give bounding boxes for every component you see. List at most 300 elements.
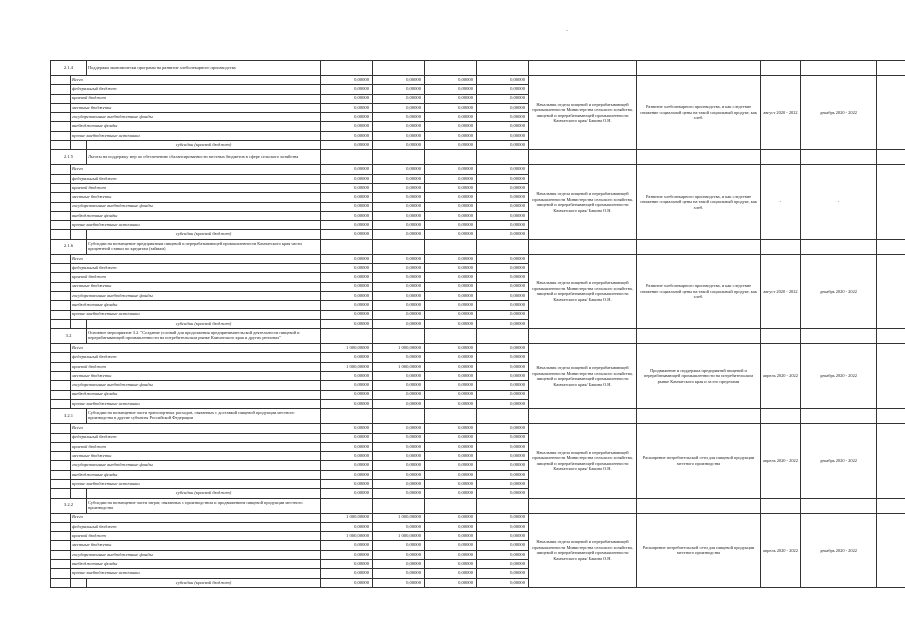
cell <box>51 522 71 531</box>
cell <box>477 409 529 424</box>
result-cell: Развитие хлебопекарного производства, и как следствие снижение социальной цены на такой социальный продукт, как хлеб. <box>637 76 761 150</box>
cell <box>51 489 71 498</box>
amount-cell: 0,00000 <box>477 301 529 310</box>
amount-cell: 0,00000 <box>425 273 477 282</box>
row-label: внебюджетные фонды <box>71 390 321 399</box>
amount-cell: 0,00000 <box>425 569 477 578</box>
cell <box>529 409 637 424</box>
amount-cell: 0,00000 <box>425 479 477 488</box>
row-label: прочие внебюджетные источники <box>71 479 321 488</box>
amount-cell: 0,00000 <box>477 452 529 461</box>
row-label: краевой бюджет <box>71 442 321 451</box>
cell <box>877 498 905 513</box>
deadline-cell: декабрь 2020 - 2022 <box>801 76 877 150</box>
row-label: внебюджетные фонды <box>71 211 321 220</box>
amount-cell: 0,00000 <box>425 319 477 328</box>
amount-cell: 0,00000 <box>425 94 477 103</box>
amount-cell: 0,00000 <box>425 541 477 550</box>
cell <box>877 239 905 254</box>
amount-cell: 0,00000 <box>425 560 477 569</box>
cell <box>51 301 71 310</box>
row-label: субсидии (краевой бюджет) <box>87 578 321 587</box>
amount-cell: 0,00000 <box>321 442 373 451</box>
amount-cell: 0,00000 <box>373 560 425 569</box>
cell <box>51 578 71 587</box>
amount-cell: 0,00000 <box>373 221 425 230</box>
cell <box>477 239 529 254</box>
amount-cell: 0,00000 <box>373 193 425 202</box>
amount-cell: 0,00000 <box>425 424 477 433</box>
amount-cell: 0,00000 <box>425 202 477 211</box>
cell <box>51 211 71 220</box>
amount-cell: 0,00000 <box>321 399 373 408</box>
amount-cell: 0,00000 <box>477 85 529 94</box>
amount-cell: 0,00000 <box>425 489 477 498</box>
amount-cell: 0,00000 <box>425 578 477 587</box>
result-cell: Расширение потребительской сети для пищевой продукции местного производства <box>637 424 761 498</box>
table-row <box>51 513 905 522</box>
amount-cell: 0,00000 <box>321 122 373 131</box>
row-label: государственные внебюджетные фонды <box>71 381 321 390</box>
amount-cell: 0,00000 <box>321 433 373 442</box>
cell <box>51 319 71 328</box>
amount-cell: 0,00000 <box>425 522 477 531</box>
amount-cell: 0,00000 <box>477 94 529 103</box>
amount-cell: 0,00000 <box>321 85 373 94</box>
cell <box>425 498 477 513</box>
cell <box>373 150 425 165</box>
section-code: 2.1.5 <box>51 150 87 165</box>
amount-cell: 0,00000 <box>425 301 477 310</box>
amount-cell: 0,00000 <box>321 353 373 362</box>
row-label: Всего <box>71 165 321 174</box>
cell <box>51 372 71 381</box>
amount-cell: 0,00000 <box>373 433 425 442</box>
amount-cell: 0,00000 <box>373 479 425 488</box>
row-label: местные бюджеты <box>71 372 321 381</box>
section-title: Субсидии на возмещение предприятиям пищевой и перерабатывающей промышленности Камчатского края части процентной ставки по кредитам (займам) <box>87 239 321 254</box>
cell <box>373 61 425 76</box>
cell <box>637 498 761 513</box>
cell <box>801 61 877 76</box>
cell <box>51 94 71 103</box>
cell <box>529 498 637 513</box>
executor-cell: Начальник отдела пищевой и перерабатывающей промышленности Министерства сельского хозяйства, пищевой и перерабатывающей промышленности Камчатского края/ Бакина О.Н. <box>529 165 637 239</box>
amount-cell: 1 000,00000 <box>321 344 373 353</box>
cell <box>51 353 71 362</box>
row-label: прочие внебюджетные источники <box>71 569 321 578</box>
cell <box>51 183 71 192</box>
executor-cell: Начальник отдела пищевой и перерабатывающей промышленности Министерства сельского хозяйства, пищевой и перерабатывающей промышленности Камчатского края/ Бакина О.Н. <box>529 344 637 409</box>
amount-cell: 0,00000 <box>321 319 373 328</box>
amount-cell: 0,00000 <box>373 94 425 103</box>
amount-cell: 0,00000 <box>477 461 529 470</box>
amount-cell: 0,00000 <box>477 424 529 433</box>
cell <box>637 150 761 165</box>
section-title: Основное мероприятие 3.2. "Создание условий для продолжения предпринимательской деятельности пищевой и перерабатывающей промышленности на потребительском рынке Камчатского края и других регионах" <box>87 329 321 344</box>
amount-cell: 0,00000 <box>373 122 425 131</box>
amount-cell: 1 000,00000 <box>373 532 425 541</box>
result-cell: Расширение потребительской сети для пищевой продукции местного производства <box>637 513 761 587</box>
amount-cell: 0,00000 <box>477 310 529 319</box>
amount-cell: 0,00000 <box>373 424 425 433</box>
amount-cell: 0,00000 <box>477 183 529 192</box>
cell <box>51 550 71 559</box>
cell <box>51 76 71 85</box>
row-label: краевой бюджет <box>71 532 321 541</box>
row-label: государственные внебюджетные фонды <box>71 291 321 300</box>
section-code: 3.2.1 <box>51 409 87 424</box>
amount-cell: 0,00000 <box>477 319 529 328</box>
row-label: федеральный бюджет <box>71 353 321 362</box>
amount-cell: 0,00000 <box>321 174 373 183</box>
cell <box>51 174 71 183</box>
row-label: местные бюджеты <box>71 282 321 291</box>
cell <box>321 498 373 513</box>
blank-cell <box>877 254 905 328</box>
amount-cell: 0,00000 <box>373 131 425 140</box>
amount-cell: 0,00000 <box>321 424 373 433</box>
amount-cell: 0,00000 <box>321 301 373 310</box>
row-label: государственные внебюджетные фонды <box>71 550 321 559</box>
row-label: внебюджетные фонды <box>71 560 321 569</box>
amount-cell: 0,00000 <box>425 165 477 174</box>
amount-cell: 0,00000 <box>425 254 477 263</box>
amount-cell: 0,00000 <box>321 569 373 578</box>
amount-cell: 0,00000 <box>373 522 425 531</box>
section-header-row <box>51 239 905 254</box>
cell <box>51 399 71 408</box>
cell <box>761 61 801 76</box>
cell <box>71 141 87 150</box>
amount-cell: 0,00000 <box>425 452 477 461</box>
amount-cell: 1 000,00000 <box>373 362 425 371</box>
blank-cell <box>877 165 905 239</box>
cell <box>51 141 71 150</box>
amount-cell: 0,00000 <box>373 264 425 273</box>
amount-cell: 0,00000 <box>477 264 529 273</box>
amount-cell: 0,00000 <box>321 230 373 239</box>
amount-cell: 0,00000 <box>477 254 529 263</box>
section-header-row <box>51 329 905 344</box>
table-row <box>51 165 905 174</box>
row-label: краевой бюджет <box>71 183 321 192</box>
amount-cell: 0,00000 <box>477 202 529 211</box>
section-header-row <box>51 150 905 165</box>
cell <box>51 282 71 291</box>
amount-cell: 0,00000 <box>477 578 529 587</box>
deadline-cell: декабрь 2020 - 2022 <box>801 344 877 409</box>
cell <box>477 498 529 513</box>
row-label: краевой бюджет <box>71 362 321 371</box>
amount-cell: 0,00000 <box>373 211 425 220</box>
cell <box>425 409 477 424</box>
amount-cell: 0,00000 <box>321 390 373 399</box>
result-cell: Развитие хлебопекарного производства, и как следствие снижение социальной цены на такой социальный продукт, как хлеб. <box>637 254 761 328</box>
amount-cell: 0,00000 <box>477 282 529 291</box>
cell <box>51 264 71 273</box>
amount-cell: 0,00000 <box>373 310 425 319</box>
cell <box>71 489 87 498</box>
blank-cell <box>877 76 905 150</box>
row-label: Всего <box>71 344 321 353</box>
cell <box>51 433 71 442</box>
result-cell: Продвижение и поддержка предприятий пищевой и перерабатывающей промышленности на потребительском рынке Камчатского края и за его пределами <box>637 344 761 409</box>
amount-cell: 0,00000 <box>425 461 477 470</box>
cell <box>51 461 71 470</box>
section-header-row <box>51 61 905 76</box>
cell <box>321 409 373 424</box>
cell <box>51 344 71 353</box>
amount-cell: 0,00000 <box>373 301 425 310</box>
amount-cell: 0,00000 <box>425 183 477 192</box>
amount-cell: 0,00000 <box>425 85 477 94</box>
amount-cell: 0,00000 <box>425 362 477 371</box>
section-header-row <box>51 498 905 513</box>
top-mark: - <box>566 28 568 34</box>
amount-cell: 0,00000 <box>425 550 477 559</box>
amount-cell: 0,00000 <box>321 479 373 488</box>
cell <box>477 61 529 76</box>
amount-cell: 0,00000 <box>477 532 529 541</box>
amount-cell: 0,00000 <box>373 489 425 498</box>
amount-cell: 0,00000 <box>477 122 529 131</box>
amount-cell: 1 000,00000 <box>321 532 373 541</box>
amount-cell: 0,00000 <box>425 141 477 150</box>
amount-cell: 0,00000 <box>373 381 425 390</box>
amount-cell: 0,00000 <box>425 131 477 140</box>
amount-cell: 0,00000 <box>321 282 373 291</box>
cell <box>51 479 71 488</box>
amount-cell: 0,00000 <box>321 76 373 85</box>
amount-cell: 0,00000 <box>477 165 529 174</box>
cell <box>801 329 877 344</box>
amount-cell: 0,00000 <box>321 522 373 531</box>
cell <box>801 498 877 513</box>
amount-cell: 0,00000 <box>425 230 477 239</box>
amount-cell: 0,00000 <box>373 390 425 399</box>
amount-cell: 0,00000 <box>321 560 373 569</box>
amount-cell: 0,00000 <box>373 461 425 470</box>
amount-cell: 0,00000 <box>477 131 529 140</box>
amount-cell: 0,00000 <box>321 452 373 461</box>
amount-cell: 0,00000 <box>425 470 477 479</box>
cell <box>51 362 71 371</box>
amount-cell: 0,00000 <box>321 264 373 273</box>
amount-cell: 0,00000 <box>373 141 425 150</box>
section-code: 2.1.4 <box>51 61 87 76</box>
deadline-cell: декабрь 2020 - 2022 <box>801 254 877 328</box>
row-label: прочие внебюджетные источники <box>71 131 321 140</box>
row-label: федеральный бюджет <box>71 433 321 442</box>
amount-cell: 0,00000 <box>425 344 477 353</box>
cell <box>51 230 71 239</box>
table-row <box>51 424 905 433</box>
cell <box>529 150 637 165</box>
cell <box>321 329 373 344</box>
period-cell: август 2020 - 2022 <box>761 76 801 150</box>
amount-cell: 0,00000 <box>477 103 529 112</box>
amount-cell: 0,00000 <box>477 76 529 85</box>
result-cell: Развитие хлебопекарного производства, и как следствие снижение социальной цены на такой социальный продукт, как хлеб. <box>637 165 761 239</box>
amount-cell: 0,00000 <box>477 381 529 390</box>
cell <box>801 150 877 165</box>
cell <box>51 513 71 522</box>
amount-cell: 0,00000 <box>477 362 529 371</box>
amount-cell: 0,00000 <box>477 390 529 399</box>
amount-cell: 0,00000 <box>425 211 477 220</box>
executor-cell: Начальник отдела пищевой и перерабатывающей промышленности Министерства сельского хозяйства, пищевой и перерабатывающей промышленности Камчатского края/ Бакина О.Н. <box>529 76 637 150</box>
amount-cell: 0,00000 <box>373 291 425 300</box>
amount-cell: 0,00000 <box>425 442 477 451</box>
amount-cell: 0,00000 <box>477 291 529 300</box>
amount-cell: 0,00000 <box>321 141 373 150</box>
row-label: прочие внебюджетные источники <box>71 310 321 319</box>
cell <box>51 193 71 202</box>
cell <box>51 310 71 319</box>
cell <box>637 409 761 424</box>
blank-cell <box>877 424 905 498</box>
cell <box>425 329 477 344</box>
amount-cell: 0,00000 <box>321 211 373 220</box>
period-cell: апрель 2020 - 2022 <box>761 424 801 498</box>
amount-cell: 0,00000 <box>321 202 373 211</box>
amount-cell: 0,00000 <box>321 291 373 300</box>
cell <box>51 291 71 300</box>
amount-cell: 0,00000 <box>477 513 529 522</box>
row-label: государственные внебюджетные фонды <box>71 113 321 122</box>
amount-cell: 0,00000 <box>477 433 529 442</box>
amount-cell: 0,00000 <box>321 381 373 390</box>
amount-cell: 0,00000 <box>373 254 425 263</box>
row-label: местные бюджеты <box>71 103 321 112</box>
cell <box>51 390 71 399</box>
amount-cell: 0,00000 <box>373 578 425 587</box>
amount-cell: 0,00000 <box>373 569 425 578</box>
row-label: субсидии (краевой бюджет) <box>87 489 321 498</box>
row-label: Всего <box>71 254 321 263</box>
row-label: краевой бюджет <box>71 94 321 103</box>
amount-cell: 0,00000 <box>425 310 477 319</box>
amount-cell: 0,00000 <box>321 470 373 479</box>
cell <box>637 329 761 344</box>
amount-cell: 0,00000 <box>321 550 373 559</box>
amount-cell: 0,00000 <box>477 230 529 239</box>
amount-cell: 0,00000 <box>321 94 373 103</box>
cell <box>51 560 71 569</box>
cell <box>761 239 801 254</box>
amount-cell: 0,00000 <box>425 532 477 541</box>
deadline-cell: декабрь 2020 - 2022 <box>801 513 877 587</box>
row-label: субсидии (краевой бюджет) <box>87 230 321 239</box>
section-title: Льготы на поддержку мер по обеспечению сбалансированности местных бюджетов в сфере сельского хозяйства <box>87 150 321 165</box>
cell <box>51 424 71 433</box>
cell <box>373 409 425 424</box>
amount-cell: 0,00000 <box>321 254 373 263</box>
amount-cell: 0,00000 <box>425 353 477 362</box>
amount-cell: 0,00000 <box>425 174 477 183</box>
period-cell: апрель 2020 - 2022 <box>761 513 801 587</box>
row-label: государственные внебюджетные фонды <box>71 461 321 470</box>
cell <box>373 498 425 513</box>
cell <box>801 409 877 424</box>
cell <box>877 150 905 165</box>
row-label: местные бюджеты <box>71 541 321 550</box>
cell <box>51 85 71 94</box>
amount-cell: 0,00000 <box>321 183 373 192</box>
amount-cell: 0,00000 <box>373 202 425 211</box>
cell <box>51 381 71 390</box>
amount-cell: 0,00000 <box>477 569 529 578</box>
cell <box>529 239 637 254</box>
amount-cell: 0,00000 <box>425 282 477 291</box>
amount-cell: 0,00000 <box>321 541 373 550</box>
row-label: субсидии (краевой бюджет) <box>87 319 321 328</box>
amount-cell: 0,00000 <box>477 489 529 498</box>
cell <box>761 150 801 165</box>
cell <box>51 254 71 263</box>
amount-cell: 0,00000 <box>425 372 477 381</box>
amount-cell: 0,00000 <box>321 273 373 282</box>
amount-cell: 0,00000 <box>373 470 425 479</box>
amount-cell: 0,00000 <box>373 442 425 451</box>
cell <box>761 498 801 513</box>
table-row <box>51 344 905 353</box>
budget-table <box>50 60 905 588</box>
amount-cell: 0,00000 <box>425 113 477 122</box>
amount-cell: 0,00000 <box>373 85 425 94</box>
amount-cell: 0,00000 <box>373 452 425 461</box>
row-label: внебюджетные фонды <box>71 301 321 310</box>
cell <box>425 239 477 254</box>
cell <box>877 329 905 344</box>
amount-cell: 0,00000 <box>425 122 477 131</box>
cell <box>637 61 761 76</box>
amount-cell: 1 000,00000 <box>321 362 373 371</box>
executor-cell: Начальник отдела пищевой и перерабатывающей промышленности Министерства сельского хозяйства, пищевой и перерабатывающей промышленности Камчатского края/ Бакина О.Н. <box>529 424 637 498</box>
section-code: 3.2.2 <box>51 498 87 513</box>
section-title: Субсидии на возмещение части транспортных расходов, связанных с доставкой пищевой продукции местного производства в другие субъекты Российской Федерации <box>87 409 321 424</box>
table-row <box>51 76 905 85</box>
section-title: Поддержка экономически программ на развитие хлебопекарного производства <box>87 61 321 76</box>
table-row <box>51 254 905 263</box>
amount-cell: 0,00000 <box>373 353 425 362</box>
cell <box>637 239 761 254</box>
row-label: прочие внебюджетные источники <box>71 399 321 408</box>
amount-cell: 0,00000 <box>425 381 477 390</box>
row-label: федеральный бюджет <box>71 264 321 273</box>
cell <box>321 61 373 76</box>
amount-cell: 0,00000 <box>321 165 373 174</box>
period-cell: август 2020 - 2022 <box>761 254 801 328</box>
amount-cell: 0,00000 <box>425 103 477 112</box>
amount-cell: 0,00000 <box>321 461 373 470</box>
row-label: субсидии (краевой бюджет) <box>87 141 321 150</box>
row-label: местные бюджеты <box>71 452 321 461</box>
cell <box>373 329 425 344</box>
period-cell: апрель 2020 - 2022 <box>761 344 801 409</box>
cell <box>51 532 71 541</box>
amount-cell: 0,00000 <box>373 399 425 408</box>
executor-cell: Начальник отдела пищевой и перерабатывающей промышленности Министерства сельского хозяйства, пищевой и перерабатывающей промышленности Камчатского края/ Бакина О.Н. <box>529 254 637 328</box>
cell <box>51 452 71 461</box>
amount-cell: 0,00000 <box>373 76 425 85</box>
cell <box>761 409 801 424</box>
cell <box>51 202 71 211</box>
table-body <box>51 61 905 588</box>
row-label: Всего <box>71 76 321 85</box>
amount-cell: 0,00000 <box>373 541 425 550</box>
